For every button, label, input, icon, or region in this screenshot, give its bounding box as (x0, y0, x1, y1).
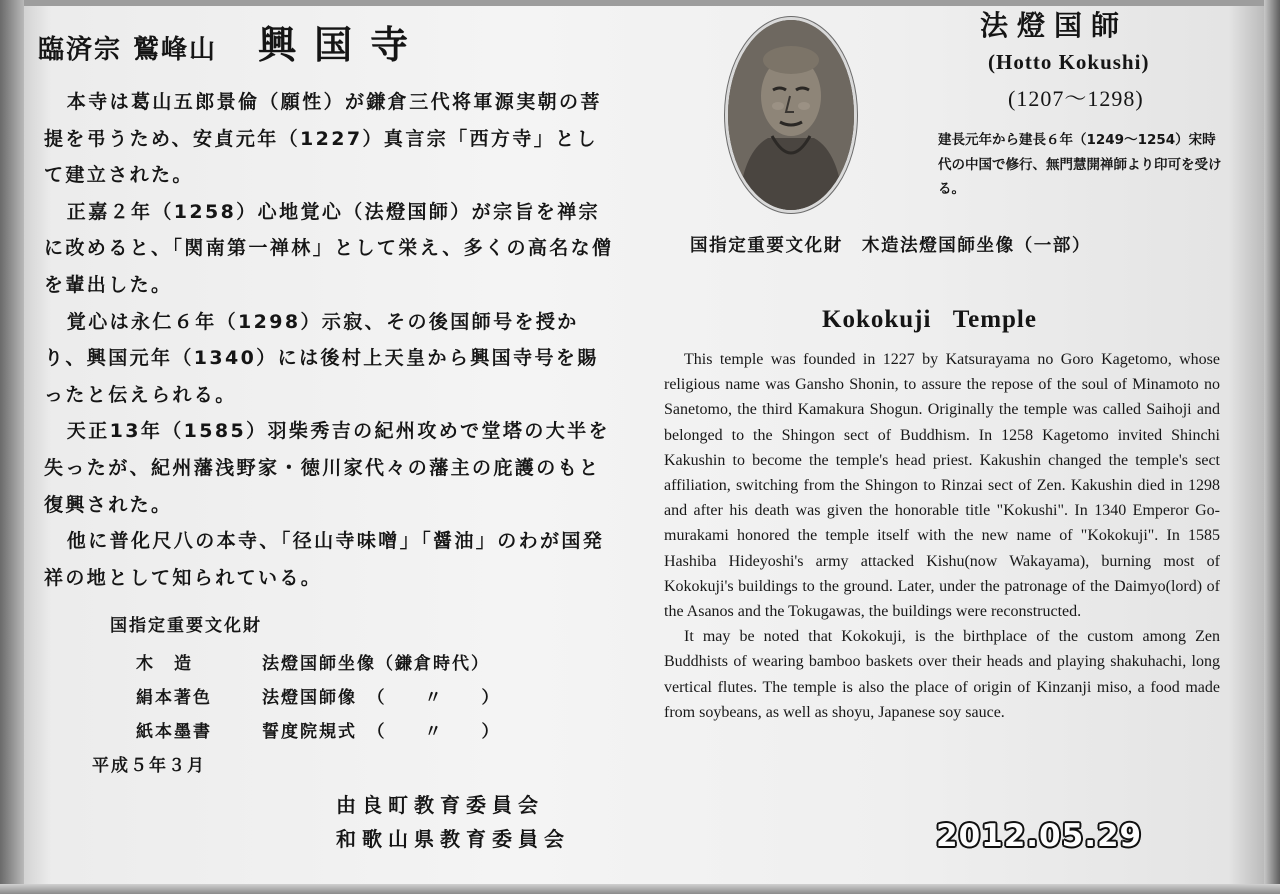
jp-paragraph: 正嘉２年（1258）心地覚心（法燈国師）が宗旨を禅宗に改めると、「関南第一禅林」として栄え、多くの高名な僧を輩出した。 (44, 200, 614, 296)
master-name-en: (Hotto Kokushi) (988, 50, 1150, 74)
issuer-town-board: 由良町教育委員会 (336, 793, 544, 817)
temple-name-jp: 興国寺 (258, 23, 427, 67)
issuer-prefecture-board: 和歌山県教育委員会 (336, 827, 570, 851)
property-item: 誓度院規式 （ 〃 ） (262, 721, 501, 742)
board-frame-left (0, 0, 24, 894)
sect-and-mountain-name: 臨済宗 鷲峰山 (38, 35, 218, 65)
temple-name-en: Kokokuji Temple (822, 306, 1037, 333)
master-biography-note: 建長元年から建長６年（1249～1254）宋時代の中国で修行、無門慧開禅師より印可を受ける。 (938, 132, 1222, 197)
master-name-jp: 法燈国師 (980, 9, 1129, 42)
statue-portrait-drawing (728, 20, 854, 210)
board-frame-bottom (0, 884, 1280, 894)
statue-caption: 国指定重要文化財 木造法燈国師坐像（一部） (690, 236, 1092, 256)
jp-heading (38, 14, 426, 69)
issuers (336, 788, 570, 856)
property-category: 紙本墨書 (136, 721, 212, 742)
list-item (136, 644, 501, 678)
board-frame-right (1264, 0, 1280, 894)
jp-paragraph: 覚心は永仁６年（1298）示寂、その後国師号を授かり、興国元年（1340）には後村上天皇から興国寺号を賜ったと伝えられる。 (44, 310, 599, 406)
en-paragraph: It may be noted that Kokokuji, is the birthplace of the custom among Zen Buddhists of wearing bamboo baskets over their heads and playing shakuhachi, long vertical flutes. The temple is also the place of origin of Kinzanji miso, a food made from soybeans, as well as shoyu, Japanese soy sauce. (664, 628, 1220, 721)
statue-portrait-image (728, 20, 854, 210)
property-item: 法燈国師坐像（鎌倉時代） (262, 653, 490, 674)
cultural-property-title: 国指定重要文化財 (110, 616, 262, 636)
property-category: 木 造 (136, 653, 193, 674)
jp-paragraph: 他に普化尺八の本寺、「径山寺味噌」「醤油」のわが国発祥の地として知られている。 (44, 530, 605, 589)
en-history-text (664, 347, 1220, 725)
cultural-property-list (136, 644, 501, 746)
property-category: 絹本著色 (136, 687, 212, 708)
jp-date: 平成５年３月 (92, 756, 206, 776)
master-years: (1207～1298) (1008, 86, 1144, 111)
jp-history-text (44, 84, 614, 596)
jp-paragraph: 本寺は葛山五郎景倫（願性）が鎌倉三代将軍源実朝の菩提を弔うため、安貞元年（1227）真言宗「西方寺」として建立された。 (44, 91, 602, 187)
list-item (136, 678, 501, 712)
list-item (136, 712, 501, 746)
jp-paragraph: 天正13年（1585）羽柴秀吉の紀州攻めで堂塔の大半を失ったが、紀州藩浅野家・徳川家代々の藩主の庇護のもと復興された。 (44, 420, 610, 516)
photo-date-stamp: 2012.05.29 (936, 818, 1143, 854)
property-item: 法燈国師像 （ 〃 ） (262, 687, 501, 708)
en-paragraph: This temple was founded in 1227 by Katsurayama no Goro Kagetomo, whose religious name was Gansho Shonin, to assure the repose of the soul of Minamoto no Sanetomo, the third Kamakura Shogun. Originally the temple was called Saihoji and belonged to the Shingon sect of Buddhism. In 1258 Kagetomo invited Shinchi Kakushin to become the temple's head priest. Kakushin changed the temple's sect affiliation, switching from the Shingon to Rinzai sect of Zen. Kakushin died in 1298 and after his death was given the honorable title "Kokushi". In 1340 Emperor Go-murakami honored the temple itself with the new name of "Kokokuji". In 1585 Hashiba Hideyoshi's army attacked Kishu(now Wakayama), burning most of Kokokuji's buildings to the ground. Later, under the patronage of the Daimyo(lord) of the Asanos and the Tokugawas, the buildings were reconstructed. (664, 351, 1220, 621)
